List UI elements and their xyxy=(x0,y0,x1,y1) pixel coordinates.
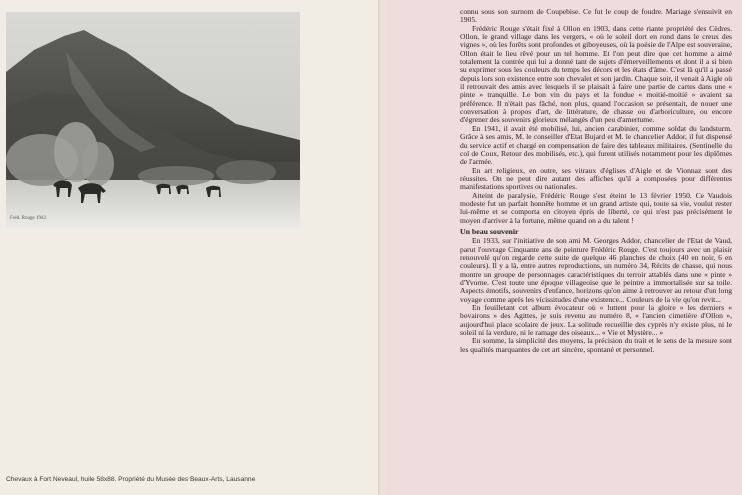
right-page xyxy=(386,0,742,495)
paragraph: Atteint de paralysie, Frédéric Rouge s'est éteint le 13 février 1950. Ce Vaudois modeste fut un parfait honnête homme et un grand artiste qui, toute sa vie, voulut rester lui-même et se comporta en citoyen épris de liberté, ce qui n'est pas précisément le moyen d'arriver à la fortune, même quand on a du talent ! xyxy=(460,190,732,225)
paragraph: En somme, la simplicité des moyens, la précision du trait et le sens de la mesure sont les qualités marquantes de cet art sincère, spontané et personnel. xyxy=(460,336,732,354)
paragraph: connu sous son surnom de Coupebise. Ce fut le coup de foudre. Mariage s'ensuivit en 1905. xyxy=(460,7,732,25)
section-heading: Un beau souvenir xyxy=(460,226,519,236)
paragraph: En art religieux, en outre, ses vitraux d'églises d'Aigle et de Vionnaz sont des réussites. On ne peut dire autant des affiches qu'il a composées pour différentes manifestations sportives ou nationales. xyxy=(460,165,732,192)
painting-signature: Fréd. Rouge 1943 xyxy=(10,216,46,221)
article-text-column xyxy=(460,8,732,354)
paragraph: En feuilletant cet album évocateur où « luttent pour la gloire » les derniers « bovairons » des Agittes, je suis revenu au numéro 8, « l'ancien cimetière d'Ollon », aujourd'hui place scolaire de jeux. La solitude recueillie des cyprès n'y existe plus, ni le soleil ni la verdure, ni le ramage des oiseaux... « Vie et Mystère... » xyxy=(460,303,732,338)
figure-caption: Chevaux à Fort Neveaul, huile 58x88. Propriété du Musée des Beaux-Arts, Lausanne xyxy=(6,476,256,483)
paragraph: En 1933, sur l'initiative de son ami M. Georges Addor, chancelier de l'Etat de Vaud, parut l'ouvrage Cinquante ans de peinture Frédéric Rouge. C'est toujours avec un plaisir renouvelé qu'on regarde cette suite de quelque 46 planches de choix (40 en noir, 6 en couleurs). Il y a là, entre autres reproductions, un numéro 34, Récits de chasse, qui nous montre un groupe de personnages caractéristiques du terroir attablés dans une « pinte » d'Yvorne. C'est toute une époque villageoise que le peintre a immortalisée sur sa toile. Aspects émotifs, souvenirs d'enfance, horizons qu'on aime à retrouver au retour d'un long voyage comme après les vicissitudes d'une existence... Couleurs de la vie qu'on revit... xyxy=(460,236,732,304)
horses-painting-image xyxy=(6,12,300,228)
paragraph: Frédéric Rouge s'était fixé à Ollon en 1903, dans cette riante propriété des Cèdres. Ollon, le grand village dans les vergers, « où le soleil dort en rond dans le creux des vignes », où les forêts sont profondes et giboyeuses, où la poésie de l'Alpe est souveraine, Ollon était le lieu rêvé pour un tel homme. Et l'on peut dire que cet homme a aimé totalement la contrée qui lui a donné tant de sujets d'émerveillements et dont il a si bien su exprimer sous les couleurs du temps les décors et les états d'âme. C'est là qu'il a passé depuis lors son existence entre son chevalet et son jardin. Chaque soir, il venait à Aigle où il retrouvait des amis avec lesquels il se plaisait à faire une partie de cartes dans une « pinte » tranquille. Le bon vin du pays et la fondue « moitié-moitié » avaient sa préférence. Il n'était pas fâché, non plus, quand l'occasion se présentait, de nouer une conversation à propos d'art, de littérature, de chasse ou d'arboriculture, ou encore d'égrener des souvenirs glorieux mélangés d'un peu d'amertume. xyxy=(460,23,732,125)
painting-svg xyxy=(6,12,300,228)
book-gutter xyxy=(378,0,386,495)
paragraph: En 1941, il avait été mobilisé, lui, ancien carabinier, comme soldat du landsturm. Grâce à ses amis, M. le conseiller d'Etat Bujard et M. le chancelier Addor, il fut dispensé du service actif et chargé en compensation de faire des tableaux militaires. (Sentinelle du col de Coux, Retour des mobilisés, etc.), qui furent utilisés notamment pour les diplômes de l'armée. xyxy=(460,123,732,167)
